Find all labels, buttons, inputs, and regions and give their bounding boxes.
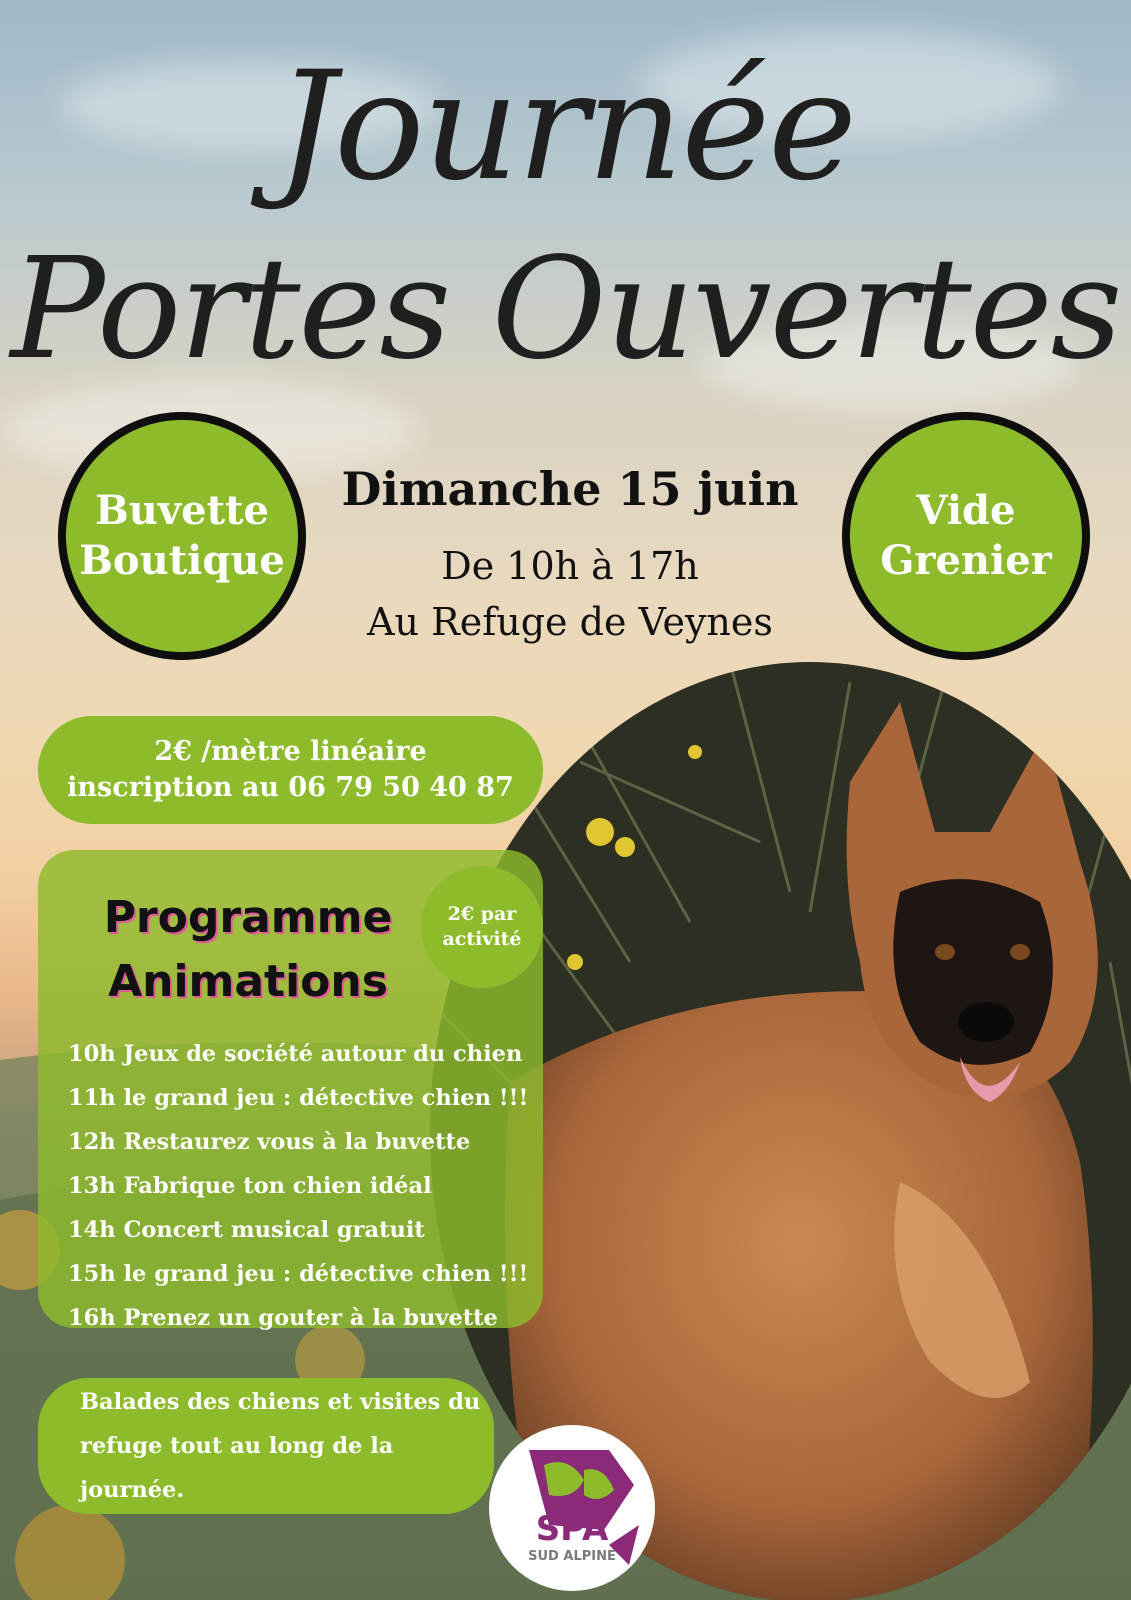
spa-logo xyxy=(489,1425,655,1591)
badge-text: Grenier xyxy=(880,537,1052,584)
schedule-item: 15h le grand jeu : détective chien !!! xyxy=(68,1261,529,1287)
event-date: Dimanche 15 juin xyxy=(341,462,799,516)
balades-text: Balades des chiens et visites du xyxy=(80,1389,481,1415)
balades-pill xyxy=(38,1378,494,1514)
logo-subtitle: SUD ALPINE xyxy=(528,1549,616,1564)
program-box xyxy=(38,850,543,1331)
schedule-item: 16h Prenez un gouter à la buvette xyxy=(68,1305,498,1331)
bubble-text: activité xyxy=(442,928,522,950)
title-line-2: Portes Ouvertes xyxy=(10,228,1121,391)
schedule-item: 12h Restaurez vous à la buvette xyxy=(68,1129,471,1155)
badge-text: Vide xyxy=(916,487,1016,534)
program-schedule xyxy=(68,1032,538,1340)
schedule-item: 13h Fabrique ton chien idéal xyxy=(68,1173,432,1199)
vide-grenier-info-pill xyxy=(38,716,543,824)
event-hours: De 10h à 17h xyxy=(441,544,699,588)
schedule-item: 14h Concert musical gratuit xyxy=(68,1217,425,1243)
registration-phone: inscription au 06 79 50 40 87 xyxy=(67,772,514,803)
vide-grenier-badge xyxy=(842,412,1090,660)
event-place: Au Refuge de Veynes xyxy=(367,600,773,644)
balades-text: refuge tout au long de la journée. xyxy=(80,1433,394,1503)
title-line-1: Journée xyxy=(276,40,855,214)
price-per-meter: 2€ /mètre linéaire xyxy=(154,736,427,767)
badge-text: Boutique xyxy=(79,537,285,584)
program-title-line-1: Programme xyxy=(103,892,393,943)
schedule-item: 11h le grand jeu : détective chien !!! xyxy=(68,1085,529,1111)
program-title-line-2: Animations xyxy=(108,956,388,1007)
logo-name: SPA xyxy=(535,1509,609,1549)
schedule-item: 10h Jeux de société autour du chien xyxy=(68,1041,523,1067)
bubble-text: 2€ par xyxy=(447,903,517,925)
activity-price-bubble xyxy=(421,866,543,988)
badge-text: Buvette xyxy=(95,487,269,534)
buvette-boutique-badge xyxy=(58,412,306,660)
logo-emblem-icon xyxy=(489,1425,655,1591)
